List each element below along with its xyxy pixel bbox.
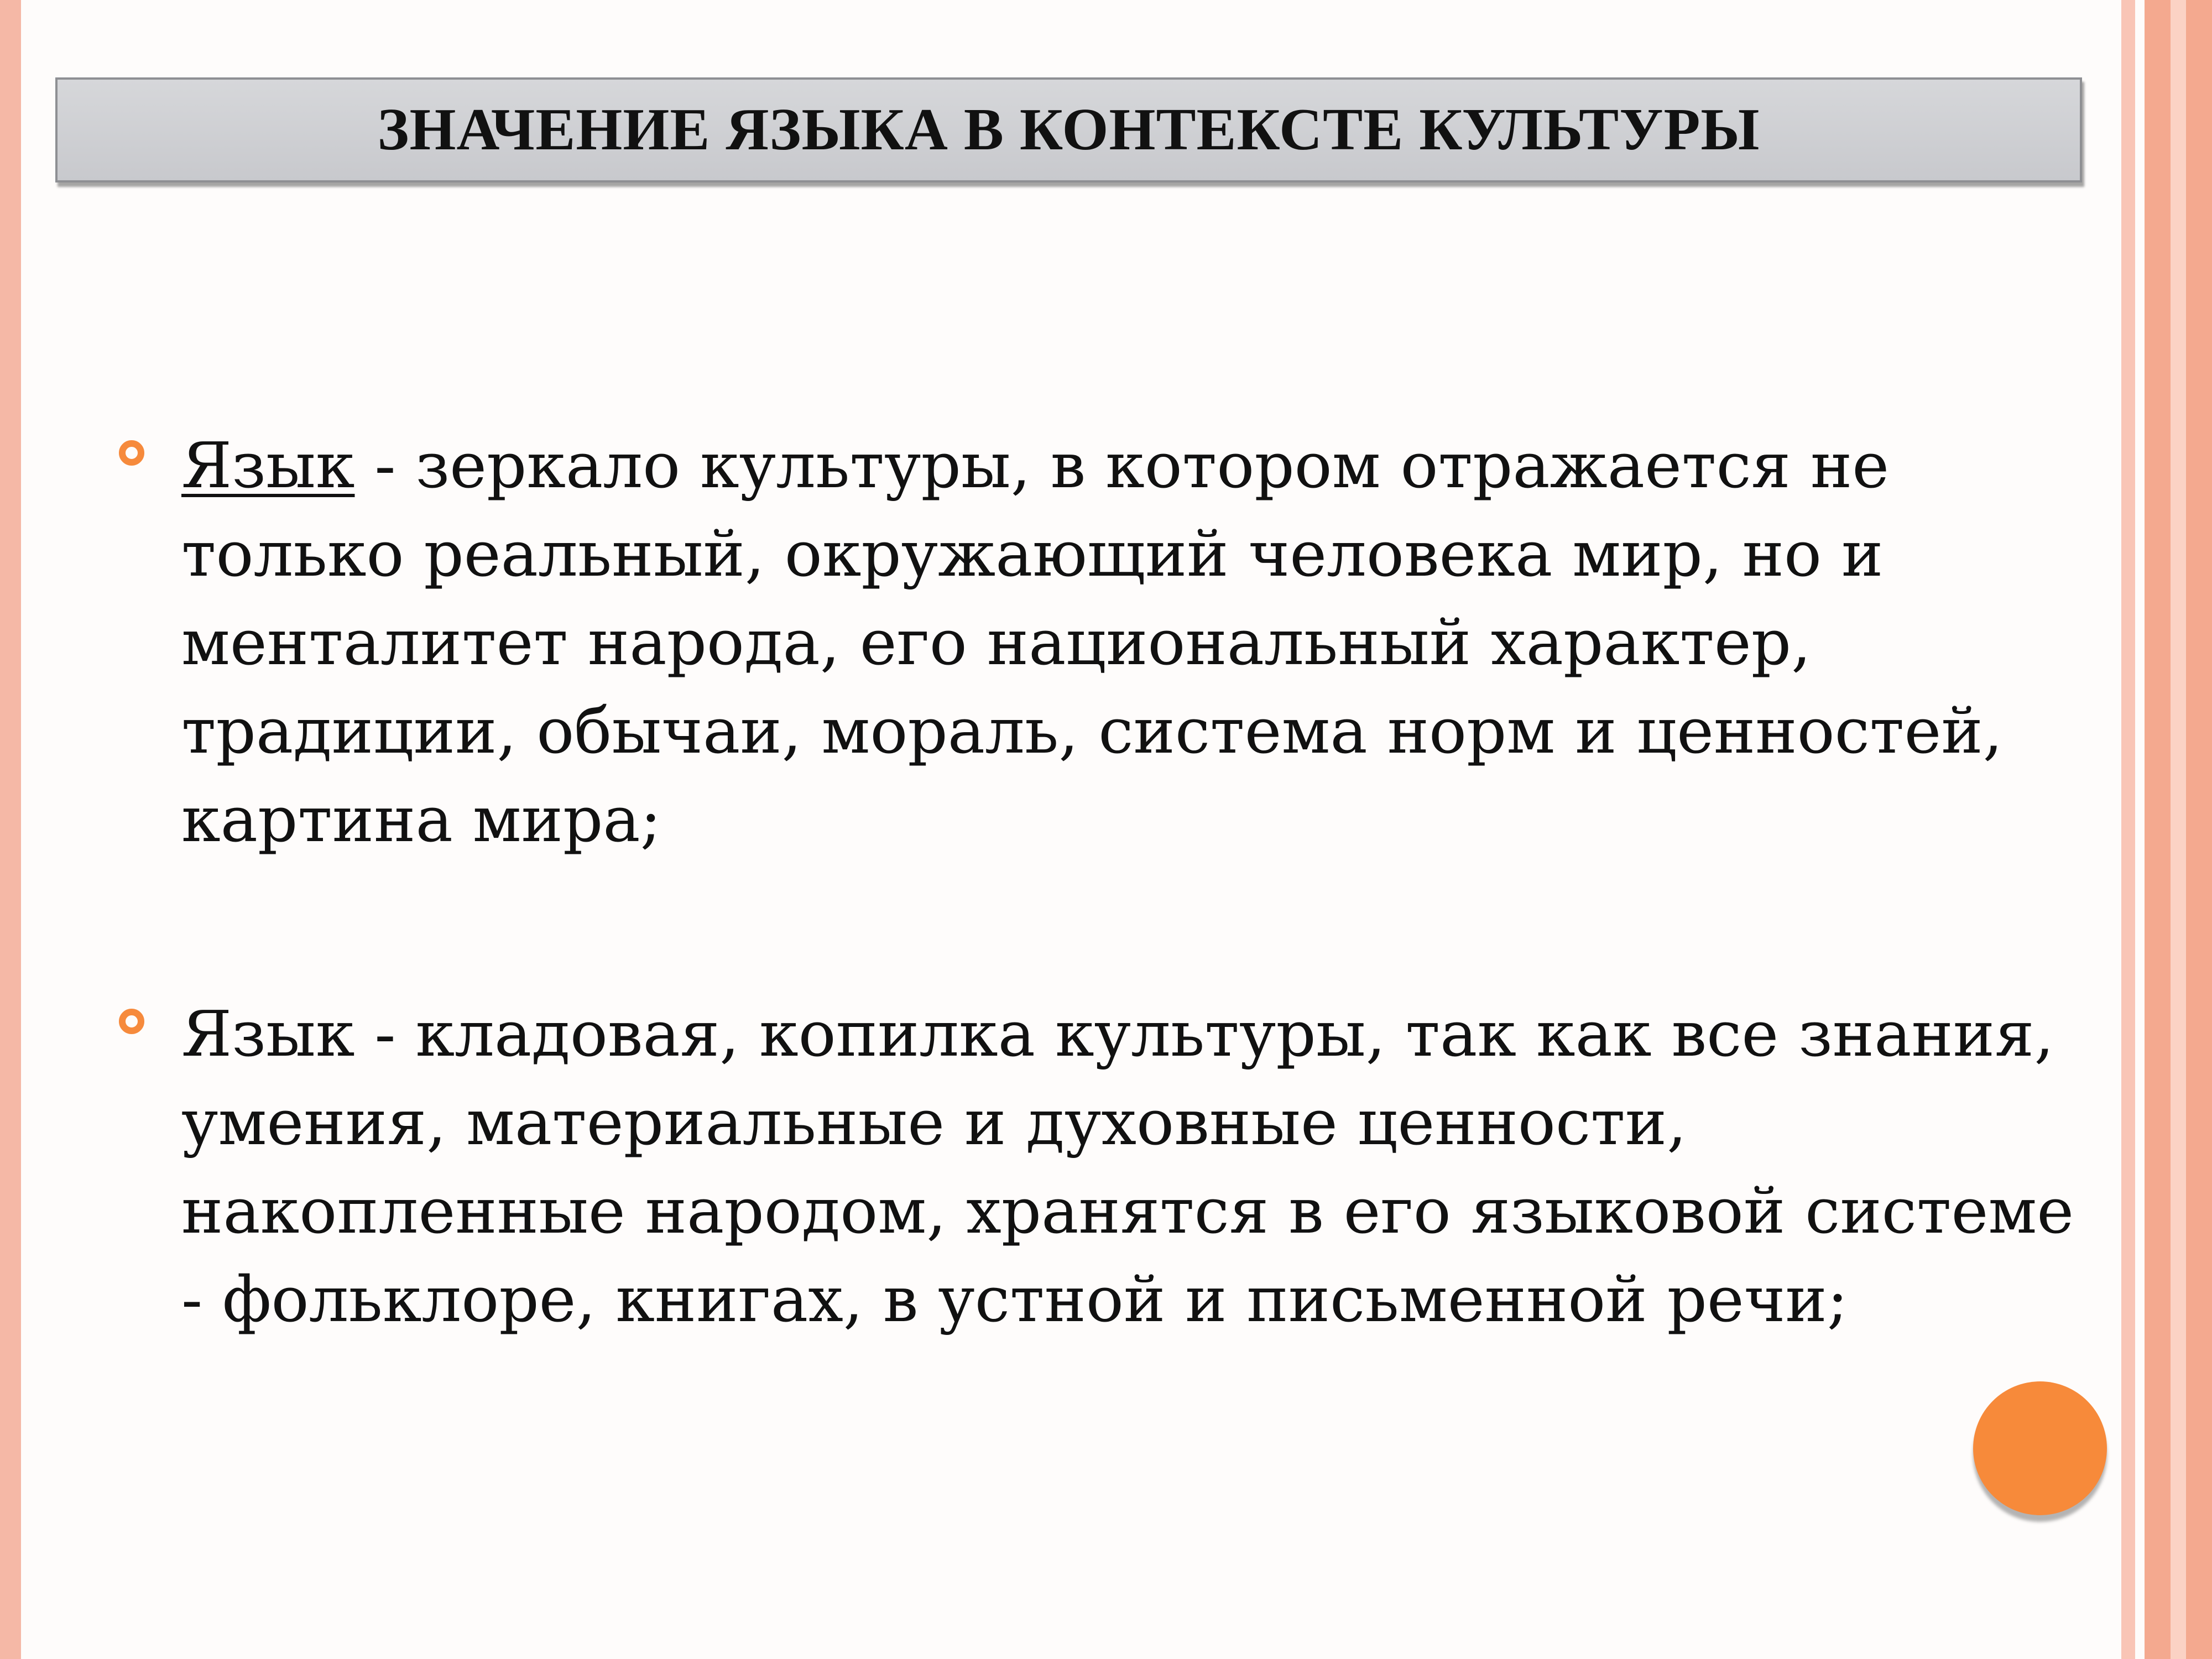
bullet-item-language-storehouse <box>119 990 2088 1344</box>
bullet-body: - зеркало культуры, в котором отражается не только реальный, окружающий человека мир, но и менталитет народа, его национальный характер, традиции, обычаи, мораль, система норм и ценностей, картина мира; <box>181 429 2003 856</box>
ring-bullet-icon <box>119 1009 144 1034</box>
right-border-stripe-inner <box>2121 0 2135 1659</box>
title-bar <box>55 77 2082 182</box>
right-border-stripe-highlight <box>2171 0 2186 1659</box>
bullet-item-language-mirror <box>119 421 2088 864</box>
orange-circle-decoration <box>1973 1381 2107 1515</box>
bullet-body: Язык - кладовая, копилка культуры, так как все знания, умения, материальные и духовные ценности, накопленные народом, хранятся в его языковой системе - фольклоре, книгах, в устной и письменной речи; <box>181 998 2074 1336</box>
left-border-stripe <box>0 0 21 1659</box>
ring-bullet-icon <box>119 440 144 466</box>
bullet-text <box>181 421 2088 864</box>
slide-title: ЗНАЧЕНИЕ ЯЗЫКА В КОНТЕКСТЕ КУЛЬТУРЫ <box>377 97 1760 163</box>
bullet-text <box>181 990 2088 1344</box>
bullet-term: Язык <box>181 429 355 502</box>
